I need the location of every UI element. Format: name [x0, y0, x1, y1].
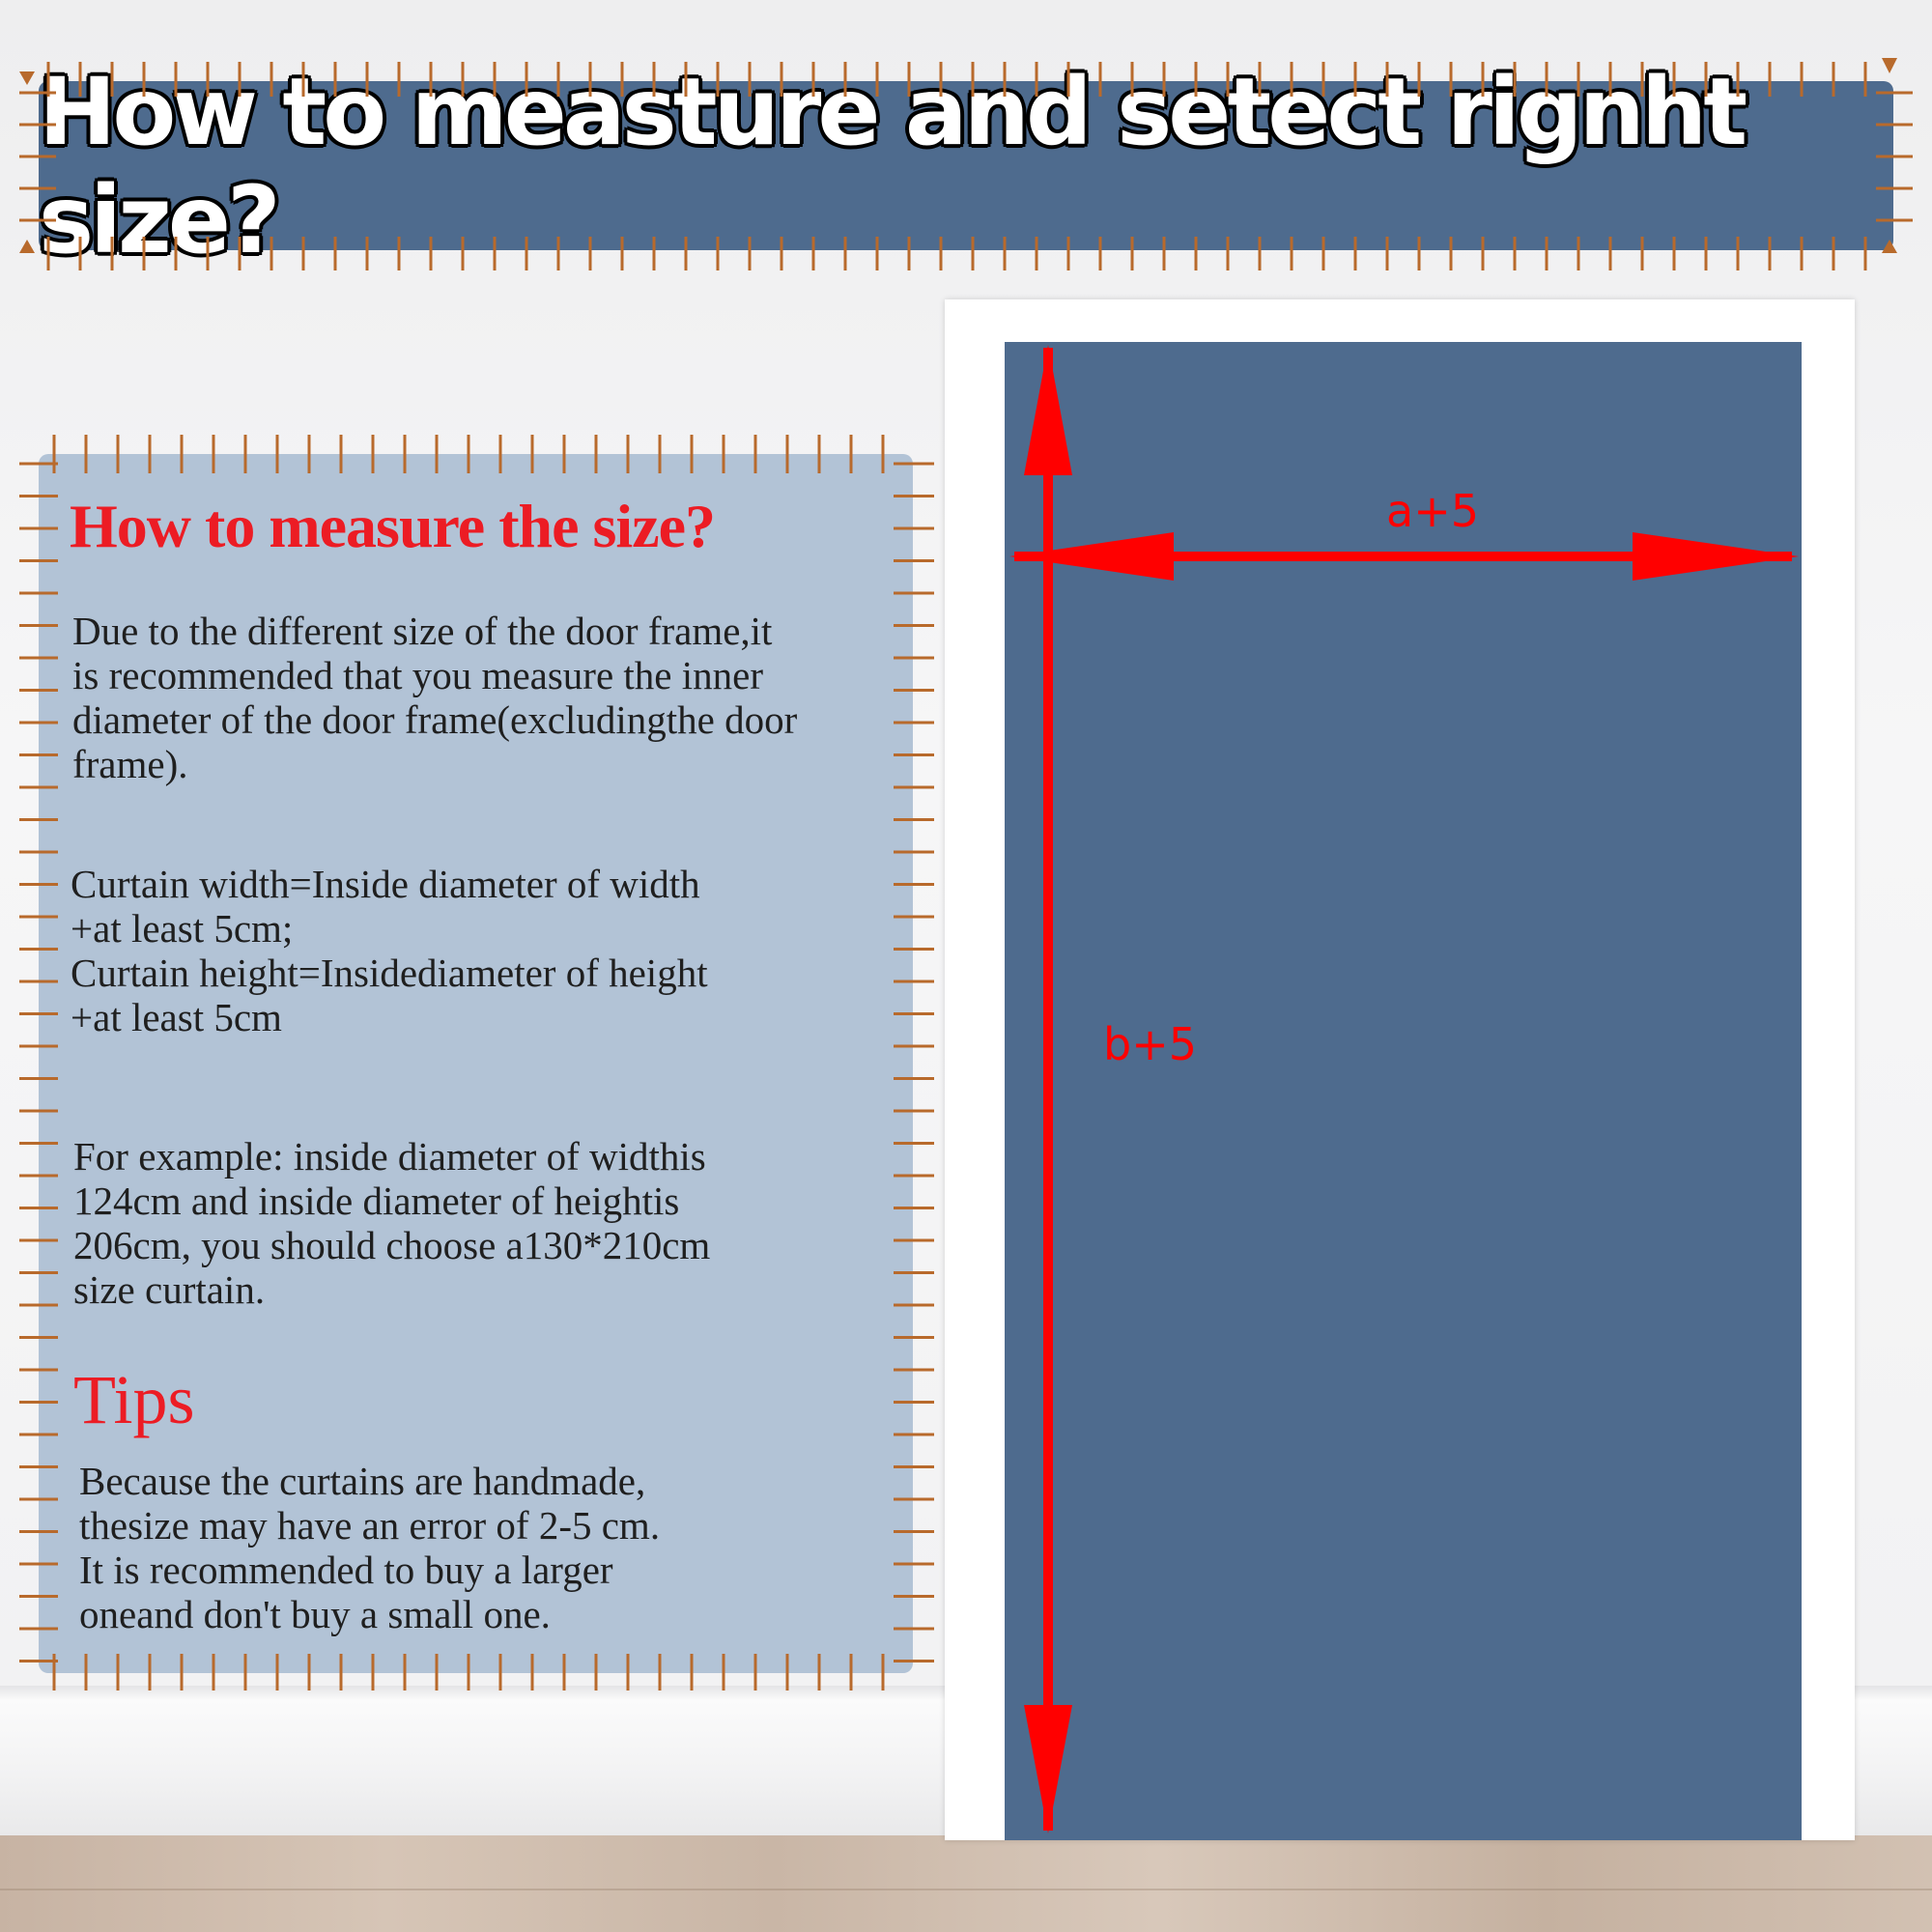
example-line: 206cm, you should choose a130*210cm: [73, 1223, 711, 1267]
width-label: a+5: [1386, 485, 1479, 537]
formula-line: +at least 5cm;: [71, 906, 294, 951]
intro-line: is recommended that you measure the inner: [72, 653, 763, 697]
corner-marker: [1882, 58, 1897, 73]
corner-markers: [19, 57, 1897, 274]
tips-line: oneand don't buy a small one.: [79, 1592, 551, 1636]
banner-ruler-ticks: [19, 57, 1913, 274]
tips-title: Tips: [73, 1361, 195, 1438]
height-arrow-bottom-head: [1024, 1705, 1072, 1833]
panel-heading: How to measure the size?: [70, 492, 715, 560]
tips-line: Because the curtains are handmade,: [79, 1459, 646, 1503]
intro-line: diameter of the door frame(excludingthe door: [72, 697, 798, 742]
example-line: 124cm and inside diameter of heightis: [73, 1179, 680, 1223]
panel-ruler-ticks: [19, 435, 934, 1690]
intro-line: frame).: [72, 742, 188, 786]
formula-line: Curtain height=Insidediameter of height: [71, 951, 708, 995]
width-arrow-right-head: [1633, 532, 1799, 581]
corner-marker: [1882, 240, 1897, 253]
example-line: For example: inside diameter of widthis: [73, 1134, 706, 1179]
corner-marker: [19, 71, 35, 85]
height-label: b+5: [1103, 1018, 1198, 1070]
tips-line: It is recommended to buy a larger: [79, 1548, 613, 1592]
formula-line: +at least 5cm: [71, 995, 282, 1039]
formula-line: Curtain width=Inside diameter of width: [71, 862, 700, 906]
corner-marker: [19, 240, 35, 253]
example-line: size curtain.: [73, 1267, 266, 1312]
measure-arrows: [1009, 345, 1799, 1833]
width-arrow-left-head: [1009, 532, 1174, 581]
height-arrow-top-head: [1024, 345, 1072, 475]
intro-line: Due to the different size of the door frame,it: [72, 609, 773, 653]
tips-line: thesize may have an error of 2-5 cm.: [79, 1503, 661, 1548]
banner-title: How to measture and setect rignht size?: [39, 57, 1745, 274]
